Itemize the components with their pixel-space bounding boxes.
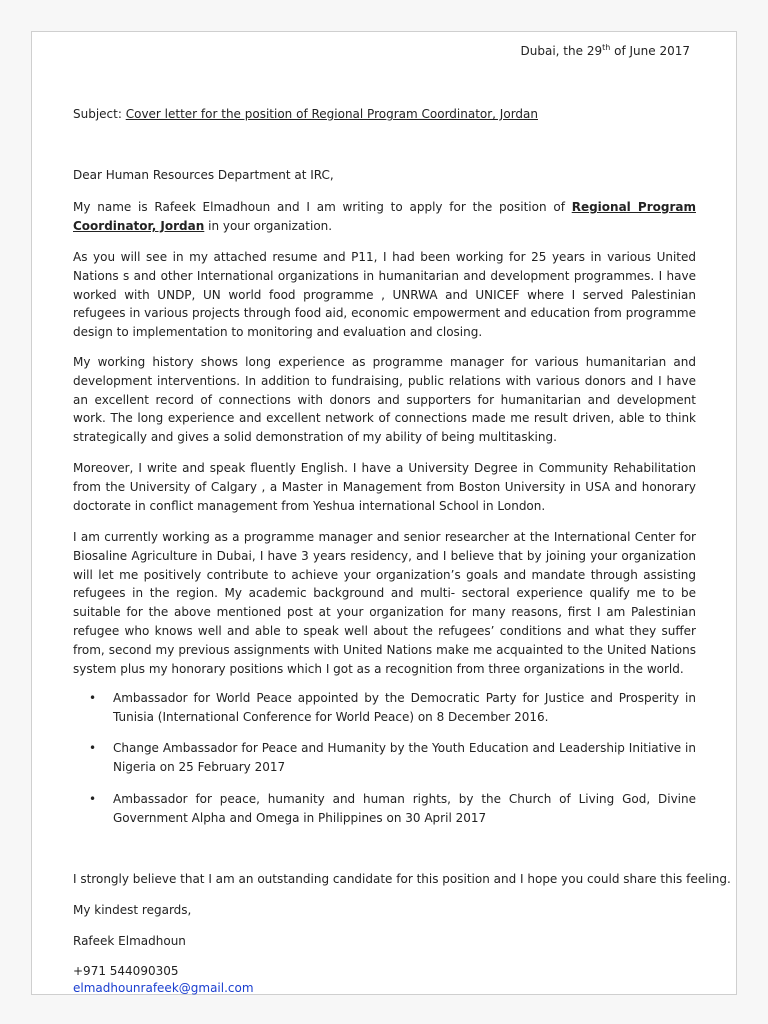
list-item: Change Ambassador for Peace and Humanity by the Youth Education and Leadership Initiative in Nigeria on 25 February 2017 bbox=[113, 741, 696, 774]
letter-date: Dubai, the 29th of June 2017 bbox=[520, 43, 690, 58]
phone-number: +971 544090305 bbox=[73, 964, 179, 978]
list-item: Ambassador for World Peace appointed by the Democratic Party for Justice and Prosperity in Tunisia (International Conference for World Peace) on 8 December 2016. bbox=[113, 691, 696, 724]
salutation: Dear Human Resources Department at IRC, bbox=[73, 168, 334, 182]
closing-statement: I strongly believe that I am an outstanding candidate for this position and I hope you could share this feeling. bbox=[73, 872, 731, 886]
date-superscript: th bbox=[602, 43, 611, 52]
bullet-marker: • bbox=[89, 792, 97, 806]
sign-off: My kindest regards, bbox=[73, 903, 192, 917]
paragraph-intro: My name is Rafeek Elmadhoun and I am writing to apply for the position of Regional Program Coordinator, Jordan in your organization. bbox=[73, 200, 696, 233]
paragraph-history: My working history shows long experience as programme manager for various humanitarian and development interventions. In addition to fundraising, public relations with various donors and I have an excellent record of connections with donors and supporters for humanitarian and development work. The long experience and excellent network of connections made me result driven, able to think strategically and gives a solid demonstration of my ability of being multitasking. bbox=[73, 355, 696, 445]
email-address[interactable]: elmadhounrafeek@gmail.com bbox=[73, 981, 254, 995]
letter-subject: Subject: Cover letter for the position of Regional Program Coordinator, Jordan bbox=[73, 107, 538, 121]
position-title: Regional Program Coordinator, Jordan bbox=[73, 200, 696, 233]
bullet-marker: • bbox=[89, 741, 97, 755]
paragraph-experience: As you will see in my attached resume and P11, I had been working for 25 years in various United Nations s and other International organizations in humanitarian and development programmes. I have worked with UNDP, UN world food programme , UNRWA and UNICEF where I served Palestinian refugees in various projects through food aid, economic empowerment and education from programme design to implementation to monitoring and evaluation and closing. bbox=[73, 250, 696, 340]
paragraph-current-role: I am currently working as a programme manager and senior researcher at the International Center for Biosaline Agriculture in Dubai, I have 3 years residency, and I believe that by joining your organization will let me positively contribute to achieve your organization’s goals and mandate through assisting refugees in the region. My academic background and multi- sectoral experience qualify me to be suitable for the above mentioned post at your organization for many reasons, first I am Palestinian refugee who knows well and able to speak well about the refugees’ conditions and what they suffer from, second my previous assignments with United Nations make me acquainted to the United Nations system plus my honorary positions which I got as a recognition from three organizations in the world. bbox=[73, 530, 696, 676]
list-item: Ambassador for peace, humanity and human rights, by the Church of Living God, Divine Government Alpha and Omega in Philippines on 30 April 2017 bbox=[113, 792, 696, 825]
letter-page bbox=[31, 31, 737, 995]
subject-text: Cover letter for the position of Regional Program Coordinator, Jordan bbox=[125, 107, 538, 121]
bullet-marker: • bbox=[89, 691, 97, 705]
paragraph-education: Moreover, I write and speak fluently English. I have a University Degree in Community Rehabilitation from the University of Calgary , a Master in Management from Boston University in USA and honorary doctorate in conflict management from Yeshua international School in London. bbox=[73, 461, 696, 513]
signature-name: Rafeek Elmadhoun bbox=[73, 934, 186, 948]
